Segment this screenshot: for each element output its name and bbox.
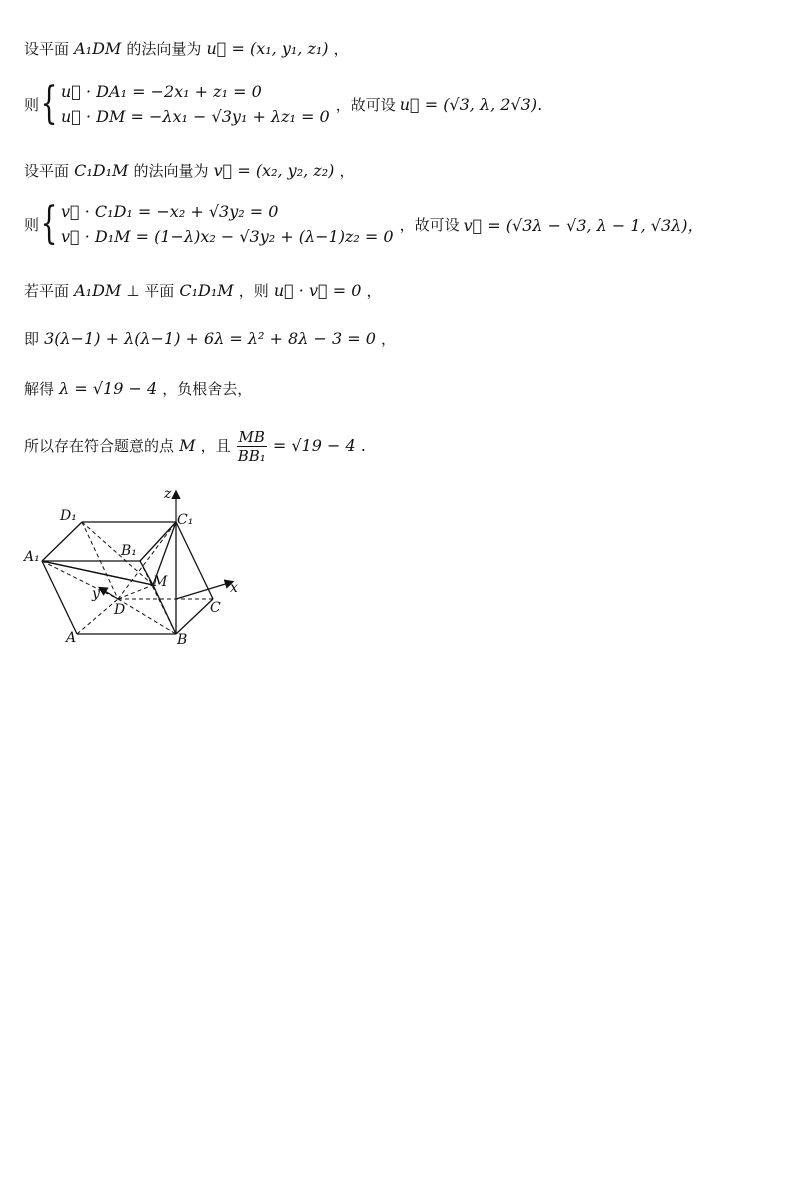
solution-line xyxy=(24,378,252,399)
plane-name: C₁D₁M xyxy=(74,161,129,180)
text: . xyxy=(360,436,366,455)
hidden-edges xyxy=(42,522,213,634)
plane-name: A₁DM xyxy=(74,281,122,300)
label-M: M xyxy=(153,574,168,590)
label-C1: C₁ xyxy=(177,512,194,528)
equation: u⃗ · DM = −λx₁ − √3y₁ + λz₁ = 0 xyxy=(61,107,330,126)
text: 即 xyxy=(24,330,40,348)
text: ， xyxy=(333,40,349,58)
brace: { xyxy=(40,78,58,129)
label-C: C xyxy=(210,600,221,616)
text: ，则 xyxy=(238,282,269,300)
text: 则 xyxy=(24,215,40,234)
lambda-solution: λ = √19 − 4 xyxy=(59,379,158,398)
text: ， xyxy=(339,162,355,180)
numerator: MB xyxy=(238,428,265,446)
text: 所以存在符合题意的点 xyxy=(24,437,175,455)
equation-system-2 xyxy=(24,198,704,249)
solid-edges xyxy=(42,522,213,634)
text: 若平面 xyxy=(24,282,70,300)
equation: u⃗ · DA₁ = −2x₁ + z₁ = 0 xyxy=(61,82,262,101)
axis-label-z: z xyxy=(164,486,172,502)
normal-vector-u-statement xyxy=(24,38,349,59)
text: ⊥ 平面 xyxy=(126,282,175,300)
figure-labels xyxy=(22,486,238,648)
text: ， xyxy=(366,282,382,300)
text: 的法向量为 xyxy=(126,40,202,58)
vector-v-def: v⃗ = (x₂, y₂, z₂) xyxy=(213,161,335,180)
equation: v⃗ · D₁M = (1−λ)x₂ − √3y₂ + (λ−1)z₂ = 0 xyxy=(61,227,394,246)
expanded-equation xyxy=(24,328,396,349)
text: 设平面 xyxy=(24,162,70,180)
equation: v⃗ · C₁D₁ = −x₂ + √3y₂ = 0 xyxy=(61,202,279,221)
label-B1: B₁ xyxy=(121,543,137,559)
axis-label-y: y xyxy=(92,586,100,602)
text: ，故可设 xyxy=(399,215,460,234)
label-B: B xyxy=(177,632,188,648)
plane-name: A₁DM xyxy=(74,39,122,58)
vector-u-result: u⃗ = (√3, λ, 2√3). xyxy=(399,94,543,114)
text: 的法向量为 xyxy=(133,162,209,180)
conclusion-line xyxy=(24,428,366,465)
text: 解得 xyxy=(24,380,55,398)
label-D: D xyxy=(114,602,126,618)
text: 则 xyxy=(24,95,40,114)
point-name: M xyxy=(179,436,196,455)
label-A1: A₁ xyxy=(24,549,40,565)
equation-system-1 xyxy=(24,78,543,129)
label-D1: D₁ xyxy=(60,508,77,524)
ratio-fraction xyxy=(236,428,268,465)
normal-vector-v-statement xyxy=(24,160,354,181)
text: 设平面 xyxy=(24,40,70,58)
prism-figure xyxy=(20,482,260,652)
brace: { xyxy=(40,198,58,249)
text: ， xyxy=(380,330,396,348)
denominator: BB₁ xyxy=(237,447,266,465)
dot-product: u⃗ · v⃗ = 0 xyxy=(273,281,362,300)
vector-v-result: v⃗ = (√3λ − √3, λ − 1, √3λ)， xyxy=(463,215,704,235)
equation: 3(λ−1) + λ(λ−1) + 6λ = λ² + 8λ − 3 = 0 xyxy=(44,329,376,348)
text: ，且 xyxy=(200,437,231,455)
text: ，负根舍去， xyxy=(162,380,253,398)
axis-label-x: x xyxy=(230,580,238,596)
text: ，故可设 xyxy=(335,95,396,114)
perpendicular-condition xyxy=(24,280,381,301)
plane-name: C₁D₁M xyxy=(179,281,234,300)
vector-u-def: u⃗ = (x₁, y₁, z₁) xyxy=(206,39,329,58)
ratio-value: = √19 − 4 xyxy=(272,436,356,455)
label-A: A xyxy=(66,630,77,646)
